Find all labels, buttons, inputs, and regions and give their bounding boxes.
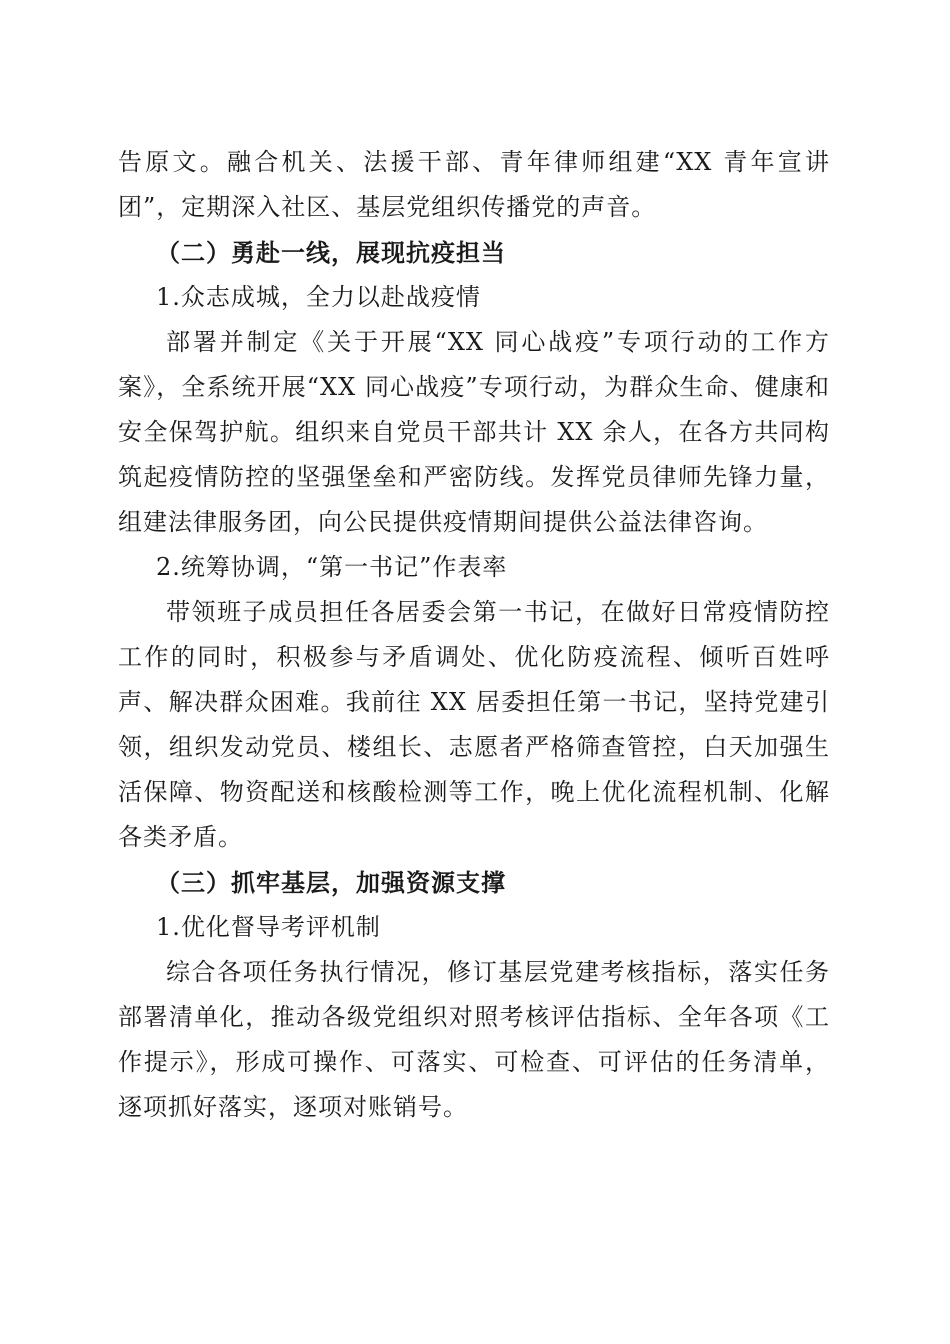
paragraph-3-1: 综合各项任务执行情况，修订基层党建考核指标，落实任务部署清单化，推动各级党组织对照考核评估指标、全年各项《工作提示》，形成可操作、可落实、可检查、可评估的任务清单，逐项抓好落实，逐项对账销号。	[118, 958, 830, 1121]
subheading-2-1: 1.众志成城，全力以赴战疫情	[156, 283, 481, 311]
subheading-3-1: 1.优化督导考评机制	[156, 913, 381, 941]
paragraph-2-2: 带领班子成员担任各居委会第一书记，在做好日常疫情防控工作的同时，积极参与矛盾调处、优化防疫流程、倾听百姓呼声、解决群众困难。我前往 XX 居委担任第一书记，坚持党建引领，组织发动党员、楼组长、志愿者严格筛查管控，白天加强生活保障、物资配送和核酸检测等工作，晚上优化流程机制、化解各类矛盾。	[118, 598, 830, 851]
document-page	[118, 140, 830, 1130]
section-heading-3: （三）抓牢基层，加强资源支撑	[156, 868, 506, 897]
subheading-2-2: 2.统筹协调，“第一书记”作表率	[156, 553, 508, 581]
paragraph-continued: 告原文。融合机关、法援干部、青年律师组建“XX 青年宣讲团”，定期深入社区、基层党组织传播党的声音。	[118, 148, 830, 221]
section-heading-2: （二）勇赴一线，展现抗疫担当	[156, 238, 506, 267]
paragraph-2-1: 部署并制定《关于开展“XX 同心战疫”专项行动的工作方案》，全系统开展“XX 同心战疫”专项行动，为群众生命、健康和安全保驾护航。组织来自党员干部共计 XX 余人，在各方共同构筑起疫情防控的坚强堡垒和严密防线。发挥党员律师先锋力量，组建法律服务团，向公民提供疫情期间提供公益法律咨询。	[118, 328, 830, 536]
